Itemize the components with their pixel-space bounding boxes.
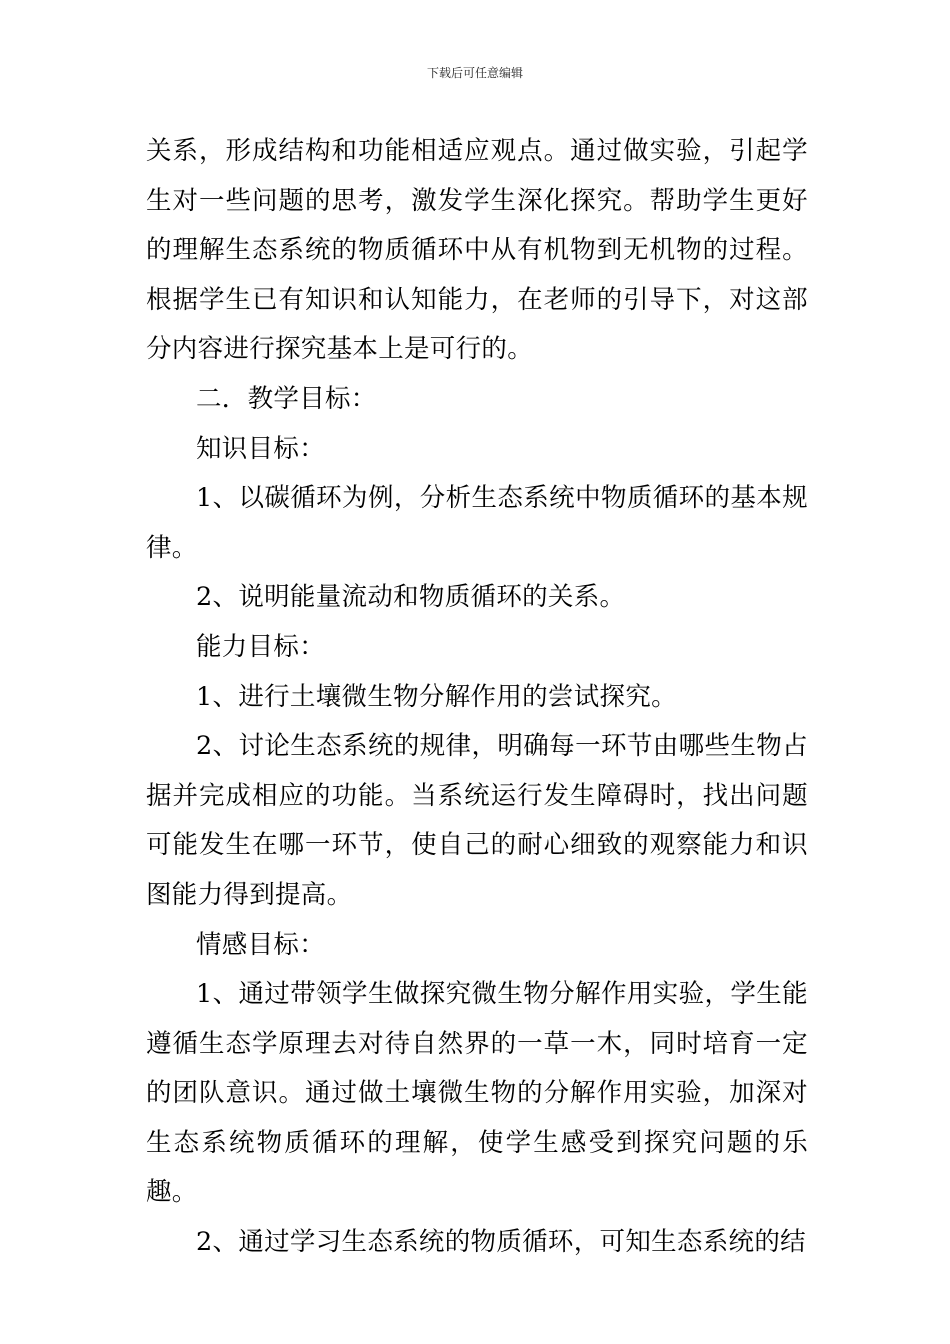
ability-goal-2: 2、讨论生态系统的规律，明确每一环节由哪些生物占据并完成相应的功能。当系统运行发生障碍时，找出问题可能发生在哪一环节，使自己的耐心细致的观察能力和识图能力得到提高。: [146, 731, 808, 910]
emotion-goal-1: 1、通过带领学生做探究微生物分解作用实验，学生能遵循生态学原理去对待自然界的一草一木，同时培育一定的团队意识。通过做土壤微生物的分解作用实验，加深对生态系统物质循环的理解，使学生感受到探究问题的乐趣。: [146, 979, 808, 1208]
document-body: [146, 127, 808, 1268]
knowledge-goal-1: 1、以碳循环为例，分析生态系统中物质循环的基本规律。: [146, 483, 808, 563]
knowledge-goal-2: 2、说明能量流动和物质循环的关系。: [196, 582, 626, 613]
section-heading-teaching-goals: 二．教学目标：: [196, 383, 377, 414]
subheading-ability-goals: 能力目标：: [196, 631, 326, 662]
subheading-knowledge-goals: 知识目标：: [196, 433, 326, 464]
page-header-note: 下载后可任意编辑: [426, 66, 523, 80]
emotion-goal-2: 2、通过学习生态系统的物质循环，可知生态系统的结: [196, 1227, 806, 1258]
ability-goal-1: 1、进行土壤微生物分解作用的尝试探究。: [196, 681, 677, 712]
paragraph-intro-continued: 关系，形成结构和功能相适应观点。通过做实验，引起学生对一些问题的思考，激发学生深化探究。帮助学生更好的理解生态系统的物质循环中从有机物到无机物的过程。根据学生已有知识和认知能力，在老师的引导下，对这部分内容进行探究基本上是可行的。: [146, 136, 808, 365]
subheading-emotion-goals: 情感目标：: [196, 929, 326, 960]
